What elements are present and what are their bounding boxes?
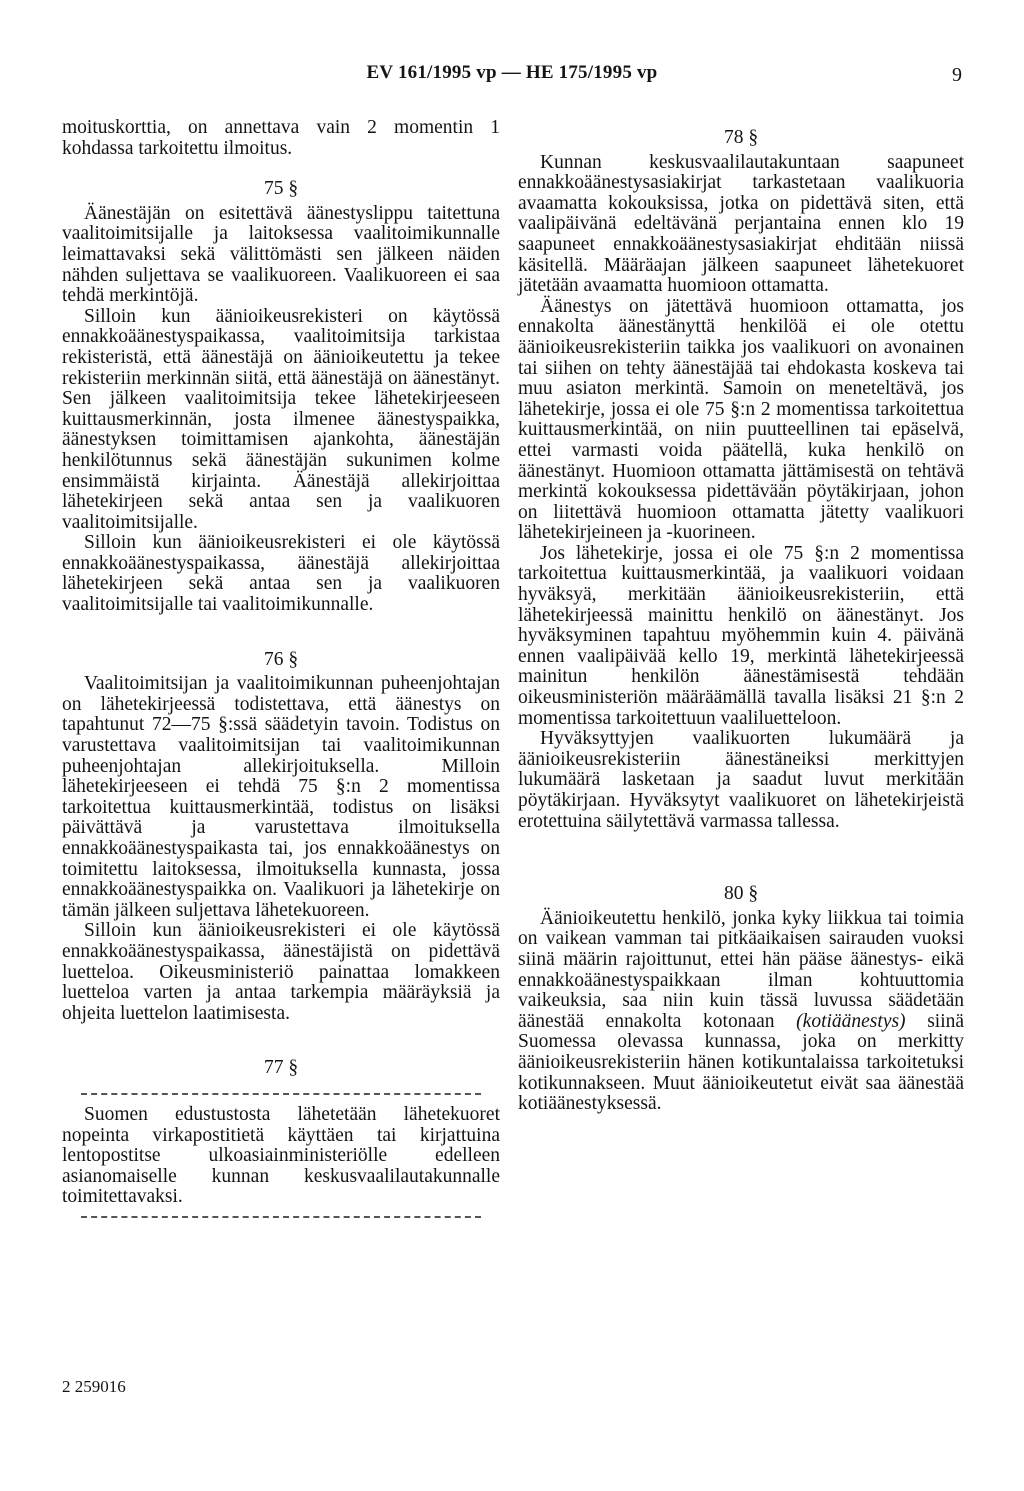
section-75-heading: 75 § (263, 178, 299, 200)
section-76-paragraph-1: Vaalitoimitsijan ja vaalitoimikunnan puheenjohtajan on lähetekirjeessä todistettava, että äänestys on tapahtunut 72—75 §:ssä säädetyin tavoin. Todistus on varustettava vaalitoimitsijan tai vaalitoimikunnan puheenjohtajan allekirjoituksella. Milloin lähetekirjeeseen ei tehdä 75 §:n 2 momentissa tarkoitettua kuittausmerkintää, todistus on lisäksi päivättävä ja varustettava ilmoituksella ennakkoäänestyspaikasta tai, jos ennakkoäänestys on toimitettu laitoksessa, ilmoituksella kunnasta, jossa ennakkoäänestyspaikka on. Vaalikuori ja lähetekirje on tämän jälkeen suljettava lähetekuoreen. (62, 673, 500, 921)
section-77-heading: 77 § (263, 1057, 299, 1079)
section-80-text-a: Äänioikeutettu henkilö, jonka kyky liikkua tai toimia on vaikean vamman tai pitkäaikaisen sairauden vuoksi siinä määrin rajoittunut, ettei hän pääse äänestys- eikä ennakkoäänestyspaikkaan ilman kohtuuttomia vaikeuksia, saa niin kuin tässä luvussa säädetään äänestää ennakolta kotonaan (518, 907, 964, 1032)
running-header (0, 62, 1024, 90)
section-78-paragraph-4: Hyväksyttyjen vaalikuorten lukumäärä ja äänioikeusrekisteriin äänestäneiksi merkittyjen lukumäärä lasketaan ja saadut luvut merkitään pöytäkirjaan. Hyväksytyt vaalikuoret on lähetekirjeistä erotettuina säilytettävä varmassa tallessa. (518, 728, 964, 832)
left-column (62, 118, 500, 1218)
section-78-heading: 78 § (723, 127, 759, 148)
section-80-italic-term: (kotiäänestys) (796, 1010, 906, 1032)
section-76-paragraph-2: Silloin kun äänioikeusrekisteri ei ole käytössä ennakkoäänestyspaikassa, äänestäjistä on pidettävä luetteloa. Oikeusministeriö painattaa lomakkeen luetteloa varten ja antaa tarkempia määräyksiä ja ohjeita luettelon laatimisesta. (62, 920, 500, 1024)
section-75-paragraph-2: Silloin kun äänioikeusrekisteri on käytössä ennakkoäänestyspaikassa, vaalitoimitsija tarkistaa rekisteristä, että äänestäjä on äänioikeutettu ja tekee rekisteriin merkinnän siitä, että äänestäjä on äänestänyt. Sen jälkeen vaalitoimitsija tekee lähetekirjeeseen kuittausmerkinnän, josta ilmenee äänestyspaikka, äänestyksen toimittamisen ajankohta, äänestäjän henkilötunnus sekä äänestäjän sukunimen kolme ensimmäistä kirjainta. Äänestäjä allekirjoittaa lähetekirjeen sekä antaa sen ja vaalikuoren vaalitoimitsijalle. (62, 305, 500, 533)
right-column (518, 118, 964, 1115)
section-78-paragraph-1: Kunnan keskusvaalilautakuntaan saapuneet ennakkoäänestysasiakirjat tarkastetaan vaalikuoria avaamatta kokouksissa, jotka on pidettävä siten, että vaalipäivänä edeltävänä perjantaina ennen klo 19 saapuneet ennakkoäänestysasiakirjat ehditään niissä käsitellä. Määräajan jälkeen saapuneet lähetekuoret jätetään avaamatta huomioon ottamatta. (518, 151, 964, 297)
section-80-paragraph-1 (518, 909, 964, 1115)
section-80-heading: 80 § (723, 883, 759, 905)
section-78-paragraph-2: Äänestys on jätettävä huomioon ottamatta, jos ennakolta äänestänyttä henkilöä ei ole otettu äänioikeusrekisteriin taikka jos vaalikuori on avonainen tai siihen on tehty äänestäjää tai ehdokasta koskeva tai muu asiaton merkintä. Samoin on meneteltävä, jos lähetekirje, jossa ei ole 75 §:n 2 momentissa tarkoitettua kuittausmerkintää, on niin puutteellinen tai epäselvä, ettei varmasti voida päätellä, kuka henkilö on äänestänyt. Huomioon ottamatta jättämisestä on tehtävä merkintä kokouksessa pidettävään pöytäkirjaan, johon on liitettävä huomioon ottamatta jätetty vaalikuori lähetekirjeineen ja -kuorineen. (518, 295, 964, 544)
page-number: 9 (952, 64, 962, 86)
section-80-text-b: siinä Suomessa olevassa kunnassa, joka on merkitty äänioikeusrekisteriin hänen kotikuntalaissa tarkoitetuksi kotikunnakseen. Muut äänioikeutetut eivät saa äänestää kotiäänestyksessä. (518, 1010, 965, 1115)
omission-line-bottom (81, 1216, 481, 1218)
print-code: 2 259016 (62, 1377, 126, 1396)
omission-line-top (81, 1093, 481, 1095)
section-78-paragraph-3: Jos lähetekirje, jossa ei ole 75 §:n 2 momentissa tarkoitettua kuittausmerkintää, ja vaalikuori voidaan hyväksyä, merkitään äänioikeusrekisteriin, että lähetekirjeessä mainittu henkilö on äänestänyt. Jos hyväksyminen tapahtuu myöhemmin kuin 4. päivänä ennen vaalipäivää kello 19, merkintä lähetekirjeessä mainitun henkilön äänestämisestä tehdään oikeusministeriön määräämällä tavalla lisäksi 21 §:n 2 momentissa tarkoitettuun vaaliluetteloon. (518, 542, 964, 729)
section-77-paragraph-1: Suomen edustustosta lähetetään lähetekuoret nopeinta virkapostitietä käyttäen tai kirjattuina lentopostitse ulkoasiainministeriölle edelleen asianomaiselle kunnan keskusvaalilautakunnalle toimitettavaksi. (62, 1103, 500, 1208)
running-head-title: EV 161/1995 vp — HE 175/1995 vp (366, 62, 658, 83)
section-76-heading: 76 § (263, 648, 299, 670)
intro-paragraph: moituskorttia, on annettava vain 2 momentin 1 kohdassa tarkoitettu ilmoitus. (62, 117, 500, 159)
section-75-paragraph-1: Äänestäjän on esitettävä äänestyslippu taitettuna vaalitoimitsijalle ja laitoksessa vaalitoimikunnalle leimattavaksi sekä välittömästi sen jälkeen näiden nähden suljettava se vaalikuoreen. Vaalikuoreen ei saa tehdä merkintöjä. (62, 202, 500, 307)
section-75-paragraph-3: Silloin kun äänioikeusrekisteri ei ole käytössä ennakkoäänestyspaikassa, äänestäjä allekirjoittaa lähetekirjeen sekä antaa sen ja vaalikuoren vaalitoimitsijalle tai vaalitoimikunnalle. (62, 532, 500, 616)
